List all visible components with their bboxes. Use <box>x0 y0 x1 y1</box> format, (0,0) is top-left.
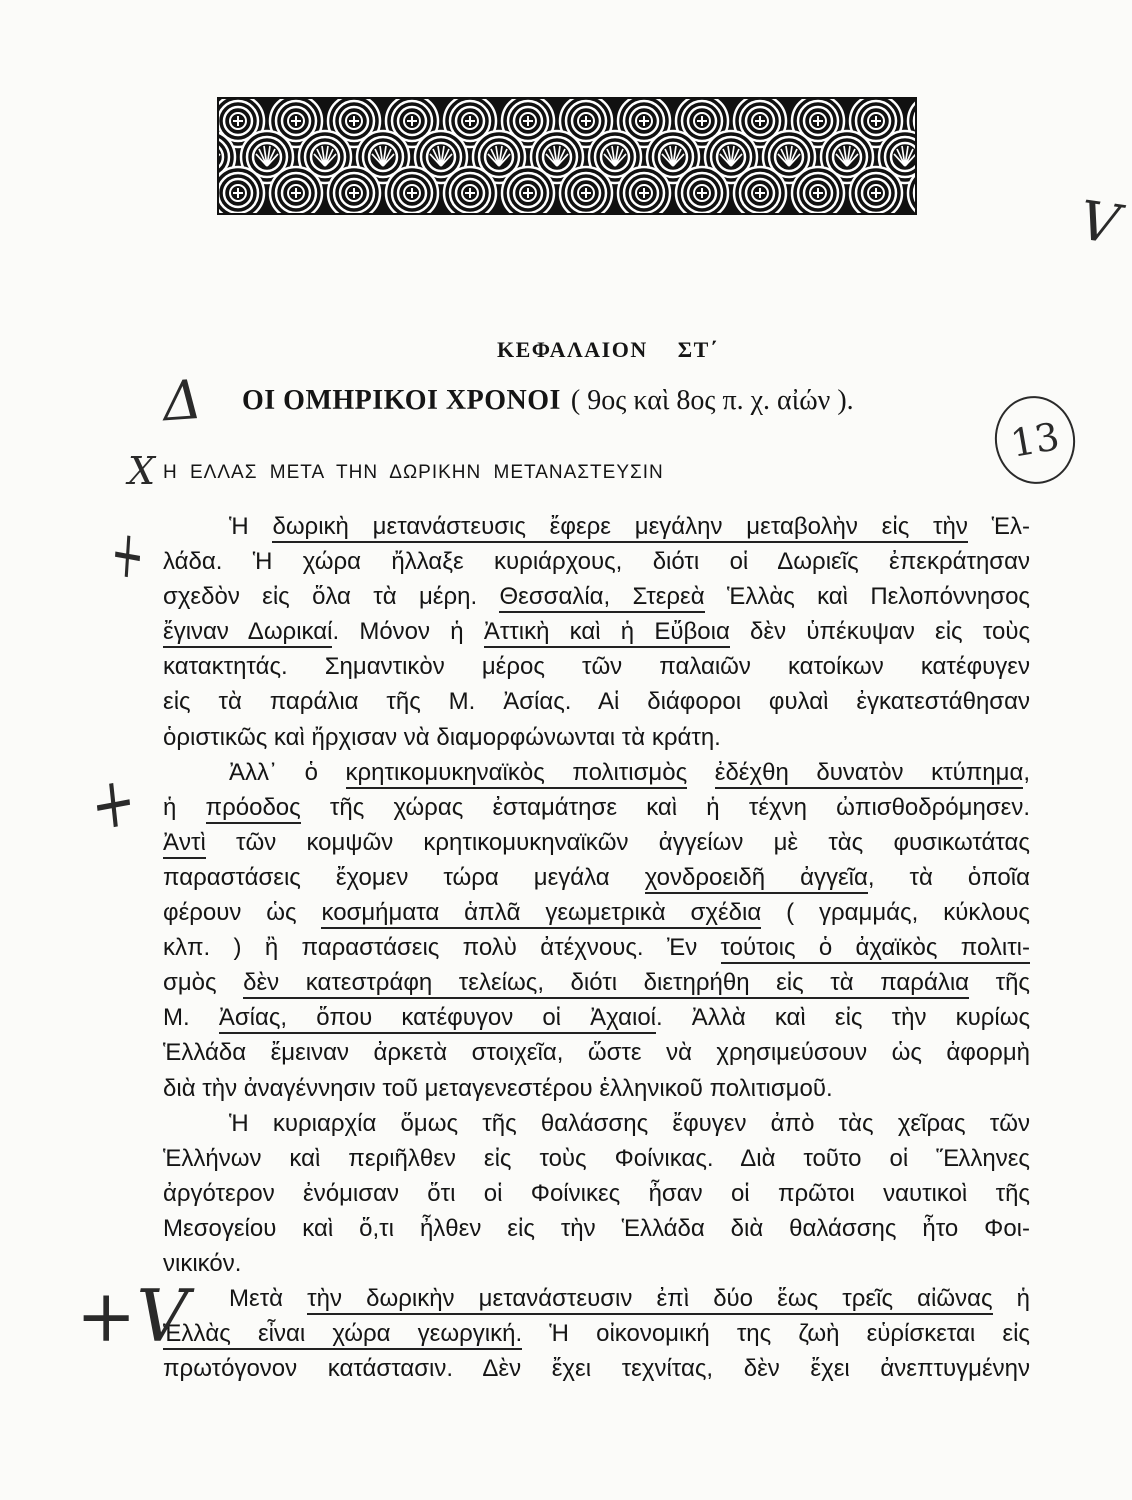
text-segment: δὲν ὑπέκυψαν εἰς τοὺς <box>729 618 1031 646</box>
text-segment: λάδα. Ἡ χώρα ἤλλαξε κυριάρχους, διότι οἱ Δωριεῖς ἐπεκράτησαν <box>163 548 1030 576</box>
text-line <box>163 509 1030 544</box>
underlined-phrase: κοσμήματα ἁπλᾶ γεωμετρικὰ σχέδια <box>321 899 761 929</box>
handwritten-margin-mark: + <box>108 513 147 596</box>
underlined-phrase: ἐδέχθη δυνατὸν κτύπημα <box>715 759 1024 789</box>
text-line <box>163 1071 1030 1106</box>
text-segment: Ἑλ- <box>967 513 1030 540</box>
text-segment: , <box>1023 758 1031 786</box>
text-segment: Ἡ κυριαρχία ὅμως τῆς θαλάσσης ἔφυγεν ἀπὸ τὰς χεῖρας τῶν <box>229 1109 1030 1137</box>
text-segment: Ἑλλὰς καὶ Πελοπόννησος <box>704 583 1030 611</box>
text-segment: κατακτητάς. Σημαντικὸν μέρος τῶν παλαιῶν κατοίκων κατέφυγεν <box>163 653 1030 681</box>
text-line <box>163 825 1030 860</box>
text-segment: Μετὰ <box>229 1285 308 1313</box>
paragraph <box>163 1106 1030 1281</box>
text-segment: φέρουν ὡς <box>163 899 322 927</box>
handwritten-title-mark: Δ <box>160 367 205 434</box>
text-segment: Μεσογείου καὶ ὅ,τι ἦλθεν εἰς τὴν Ἑλλάδα διὰ θαλάσσης ἦτο Φοι- <box>163 1214 1030 1242</box>
paragraph <box>163 1281 1030 1386</box>
text-line <box>163 1211 1030 1246</box>
handwritten-circled-number: 13 <box>988 390 1082 491</box>
text-segment: Ἀλλ᾿ ὁ <box>229 758 346 786</box>
underlined-phrase: δὲν κατεστράφη τελείως, διότι διετηρήθη εἰς τὰ παράλια <box>243 969 969 999</box>
text-line <box>163 579 1030 614</box>
text-line <box>163 649 1030 684</box>
text-segment: ἡ <box>163 793 206 821</box>
underlined-phrase: Ἀντὶ <box>163 829 206 859</box>
text-segment: σμὸς <box>163 969 244 997</box>
text-segment: νικικόν. <box>163 1249 242 1277</box>
underlined-phrase: δωρικὴ μετανάστευσις ἔφερε μεγάλην μεταβολὴν εἰς τὴν <box>272 513 967 543</box>
text-line <box>163 965 1030 1000</box>
text-line <box>163 755 1030 790</box>
text-line <box>163 1281 1030 1316</box>
text-line <box>163 1106 1030 1141</box>
text-segment: ὁριστικῶς καὶ ἤρχισαν νὰ διαμορφώνωνται τὰ κράτη. <box>163 723 721 751</box>
underlined-phrase: ἔγιναν Δωρικαί <box>163 618 332 648</box>
underlined-phrase: τούτοις ὁ ἀχαϊκὸς πολιτι- <box>721 934 1030 964</box>
title-subtitle: ( 9ος καὶ 8ος π. χ. αἰών ). <box>570 385 854 416</box>
text-segment: , τὰ ὁποῖα <box>867 863 1030 891</box>
text-line <box>163 1246 1030 1281</box>
text-segment: διὰ τὴν ἀναγέννησιν τοῦ μεταγενεστέρου ἑλληνικοῦ πολιτισμοῦ. <box>163 1074 833 1102</box>
underlined-phrase: Ἀττικὴ καὶ ἡ Εὔβοια <box>484 618 730 648</box>
chapter-number: ΣΤ΄ <box>677 337 719 362</box>
text-segment: τῆς <box>969 969 1030 997</box>
text-segment: ἀργότερον ἐνόμισαν ὅτι οἱ Φοίνικες ἦσαν οἱ πρῶτοι ναυτικοὶ τῆς <box>163 1179 1030 1207</box>
text-segment: . Μόνον ἡ <box>332 618 484 646</box>
chapter-heading <box>497 336 719 364</box>
text-line <box>163 684 1030 719</box>
text-segment: Μ. <box>163 1004 219 1032</box>
text-line <box>163 614 1030 649</box>
text-line <box>163 1141 1030 1176</box>
text-segment: παραστάσεις ἔχομεν τώρα μεγάλα <box>163 863 645 891</box>
text-segment <box>687 759 715 786</box>
body-text <box>163 509 1030 1386</box>
text-segment: ἡ <box>992 1285 1031 1313</box>
underlined-phrase: τὴν δωρικὴν μετανάστευσιν ἐπὶ δύο ἕως τρεῖς αἰῶνας <box>307 1285 992 1315</box>
text-segment: πρωτόγονον κατάστασιν. Δὲν ἔχει τεχνίτας, δὲν ἔχει ἀνεπτυγμένην <box>163 1355 1030 1383</box>
handwritten-heading-mark: X <box>128 449 156 493</box>
text-line <box>163 790 1030 825</box>
paragraph <box>163 509 1030 755</box>
text-segment: Ἡ <box>229 513 273 540</box>
text-line <box>163 860 1030 895</box>
text-segment: σχεδὸν εἰς ὅλα τὰ μέρη. <box>163 583 500 611</box>
banner-pattern <box>217 97 917 215</box>
text-segment: Ἡ οἰκονομική της ζωὴ εὑρίσκεται εἰς <box>522 1320 1030 1348</box>
handwritten-margin-mark: + <box>87 758 140 848</box>
handwritten-edge-mark: V <box>1075 188 1124 257</box>
underlined-phrase: πρόοδος <box>206 794 301 824</box>
text-line <box>163 930 1030 965</box>
text-line <box>163 544 1030 579</box>
text-line <box>163 1035 1030 1070</box>
text-line <box>163 1316 1030 1351</box>
page-title <box>242 383 854 419</box>
text-segment: Ἑλλάδα ἔμειναν ἀρκετὰ στοιχεῖα, ὥστε νὰ χρησιμεύσουν ὡς ἀφορμὴ <box>163 1039 1030 1067</box>
decorative-banner <box>217 97 917 215</box>
text-line <box>163 1000 1030 1035</box>
title-main: ΟΙ ΟΜΗΡΙΚΟΙ ΧΡΟΝΟΙ <box>242 385 561 416</box>
underlined-phrase: Ἑλλὰς εἶναι χώρα γεωργική. <box>163 1320 522 1350</box>
text-segment: εἰς τὰ παράλια τῆς Μ. Ἀσίας. Αἱ διάφοροι φυλαὶ ἐγκατεστάθησαν <box>163 688 1030 716</box>
chapter-label: ΚΕΦΑΛΑΙΟΝ <box>497 337 648 362</box>
text-segment: κλπ. ) ἢ παραστάσεις πολὺ ἀτέχνους. Ἐν <box>163 934 721 962</box>
text-segment: τῶν κομψῶν κρητικομυκηναϊκῶν ἀγγείων μὲ τὰς φυσικωτάτας <box>205 828 1030 856</box>
text-line <box>163 1176 1030 1211</box>
text-line <box>163 1351 1030 1386</box>
text-segment: ( γραμμάς, κύκλους <box>761 899 1030 927</box>
underlined-phrase: Θεσσαλία, Στερεὰ <box>499 583 704 613</box>
underlined-phrase: χονδροειδῆ ἀγγεῖα <box>645 864 868 894</box>
text-segment: τῆς χώρας ἐσταμάτησε καὶ ἡ τέχνη ὠπισθοδρόμησεν. <box>300 793 1030 821</box>
text-segment: Ἑλλήνων καὶ περιῆλθεν εἰς τοὺς Φοίνικας. Διὰ τοῦτο οἱ Ἕλληνες <box>163 1144 1030 1172</box>
paragraph <box>163 755 1030 1106</box>
text-line <box>163 720 1030 755</box>
handwritten-margin-mark: +V <box>76 1274 189 1358</box>
underlined-phrase: κρητικομυκηναϊκὸς πολιτισμὸς <box>346 759 688 789</box>
section-heading: Η ΕΛΛΑΣ ΜΕΤΑ ΤΗΝ ΔΩΡΙΚΗΝ ΜΕΤΑΝΑΣΤΕΥΣΙΝ <box>163 462 664 483</box>
text-line <box>163 895 1030 930</box>
underlined-phrase: Ἀσίας, ὅπου κατέφυγον οἱ Ἀχαιοί <box>219 1004 656 1034</box>
text-segment: . Ἀλλὰ καὶ εἰς τὴν κυρίως <box>656 1004 1031 1032</box>
